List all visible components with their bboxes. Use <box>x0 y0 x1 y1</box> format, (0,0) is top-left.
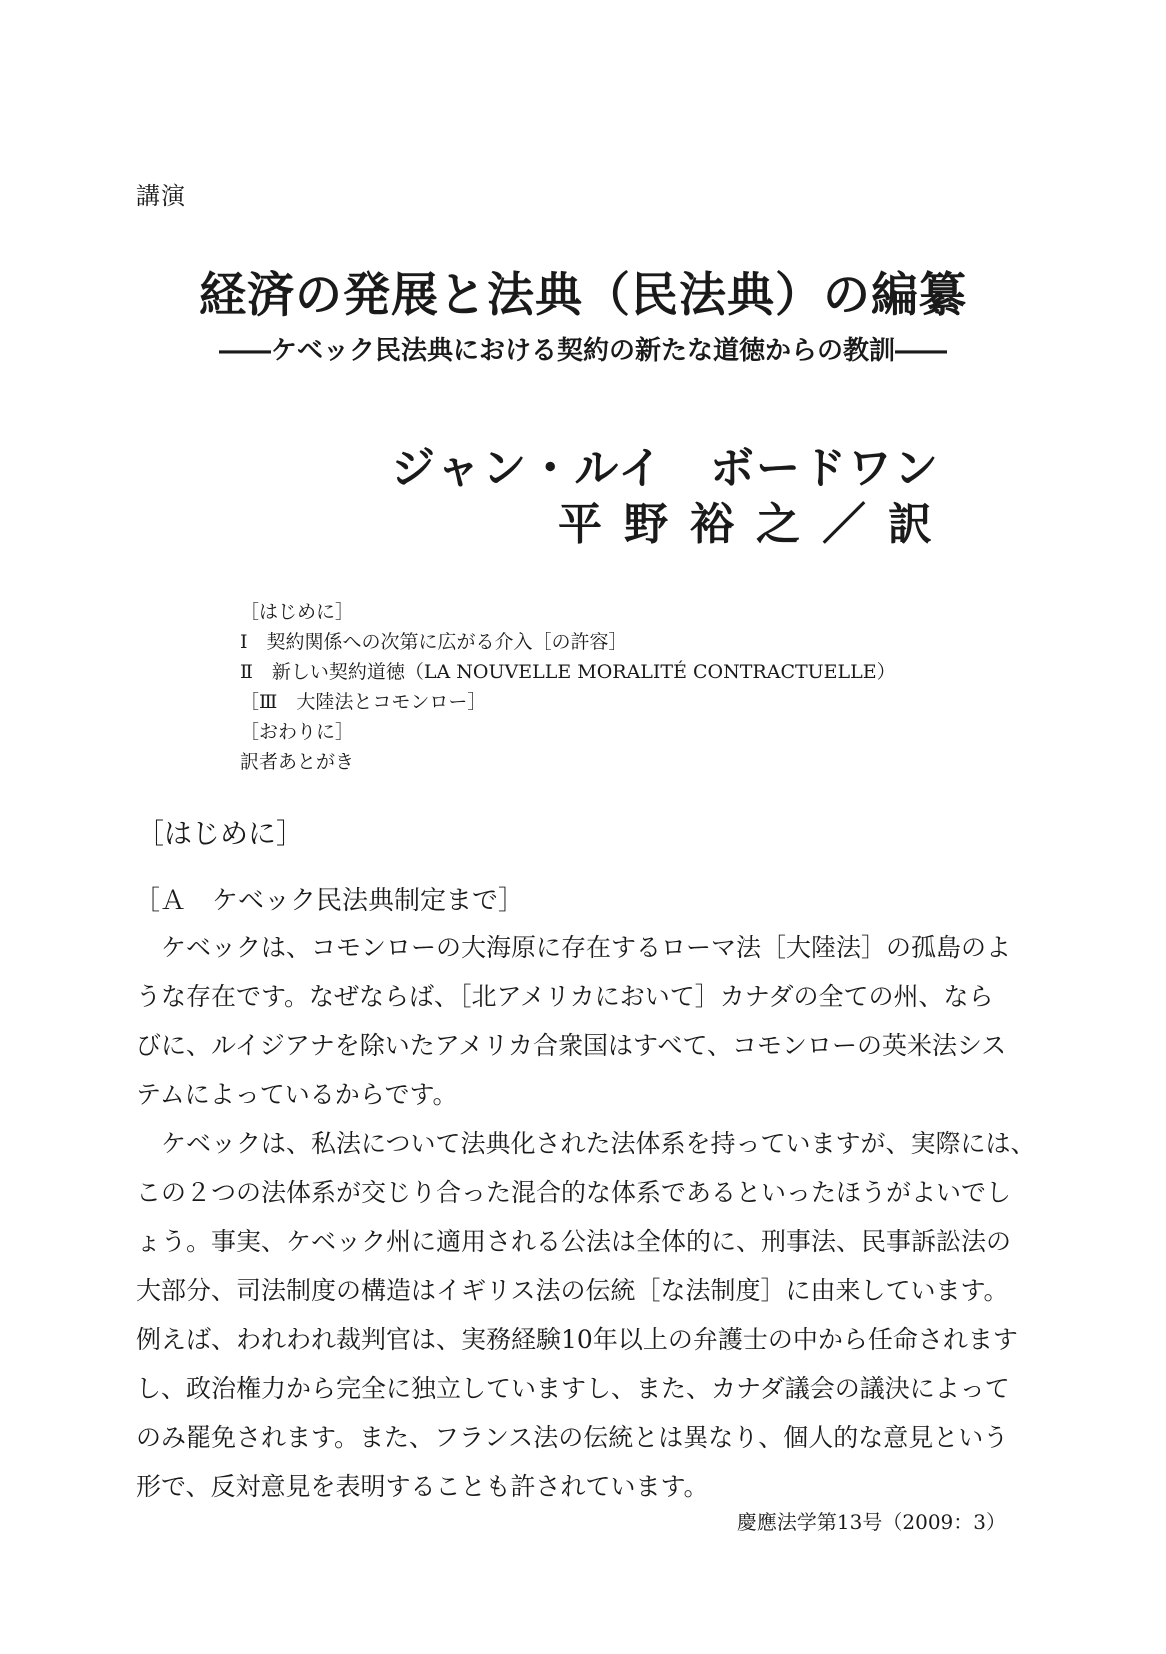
body-line: 大部分、司法制度の構造はイギリス法の伝統［な法制度］に由来しています。 <box>136 1276 1009 1305</box>
genre-label: 講演 <box>136 182 186 210</box>
body-paragraphs <box>136 923 1036 1511</box>
body-line: 形で、反対意見を表明することも許されています。 <box>136 1472 709 1501</box>
translator-name: 平野裕之／訳 <box>558 499 954 550</box>
toc-item: Ⅱ 新しい契約道徳（LA NOUVELLE MORALITÉ CONTRACTUELLE） <box>240 661 896 683</box>
body-line: ケベックは、コモンローの大海原に存在するローマ法［大陸法］の孤島のよ <box>136 933 1012 962</box>
toc-item: 訳者あとがき <box>240 751 355 773</box>
toc-item: ［Ⅲ 大陸法とコモンロー］ <box>240 691 487 713</box>
body-line: のみ罷免されます。また、フランス法の伝統とは異なり、個人的な意見という <box>136 1423 1009 1452</box>
subsection-heading: ［Ａ ケベック民法典制定まで］ <box>134 886 525 916</box>
table-of-contents <box>240 597 896 777</box>
body-line: ケベックは、私法について法典化された法体系を持っていますが、実際には、 <box>136 1129 1036 1158</box>
toc-item: ［はじめに］ <box>240 601 355 623</box>
author-name: ジャン・ルイ ボードワン <box>391 443 940 494</box>
section-heading: ［はじめに］ <box>136 817 305 850</box>
journal-citation: 慶應法学第13号（2009：3） <box>736 1510 1006 1534</box>
main-title: 経済の発展と法典（民法典）の編纂 <box>199 268 967 323</box>
body-line: 例えば、われわれ裁判官は、実務経験10年以上の弁護士の中から任命されます <box>136 1325 1018 1354</box>
subtitle: ――ケベック民法典における契約の新たな道徳からの教訓―― <box>218 336 947 366</box>
body-line: テムによっているからです。 <box>136 1080 458 1109</box>
body-line: ょう。事実、ケベック州に適用される公法は全体的に、刑事法、民事訴訟法の <box>136 1227 1012 1256</box>
body-line: うな存在です。なぜならば、［北アメリカにおいて］カナダの全ての州、なら <box>136 982 994 1011</box>
body-line: びに、ルイジアナを除いたアメリカ合衆国はすべて、コモンローの英米法シス <box>136 1031 1007 1060</box>
body-line: し、政治権力から完全に独立していますし、また、カナダ議会の議決によって <box>136 1374 1010 1403</box>
body-line: この２つの法体系が交じり合った混合的な体系であるといったほうがよいでし <box>136 1178 1012 1207</box>
toc-item: Ⅰ 契約関係への次第に広がる介入［の許容］ <box>240 631 628 653</box>
toc-item: ［おわりに］ <box>240 721 355 743</box>
